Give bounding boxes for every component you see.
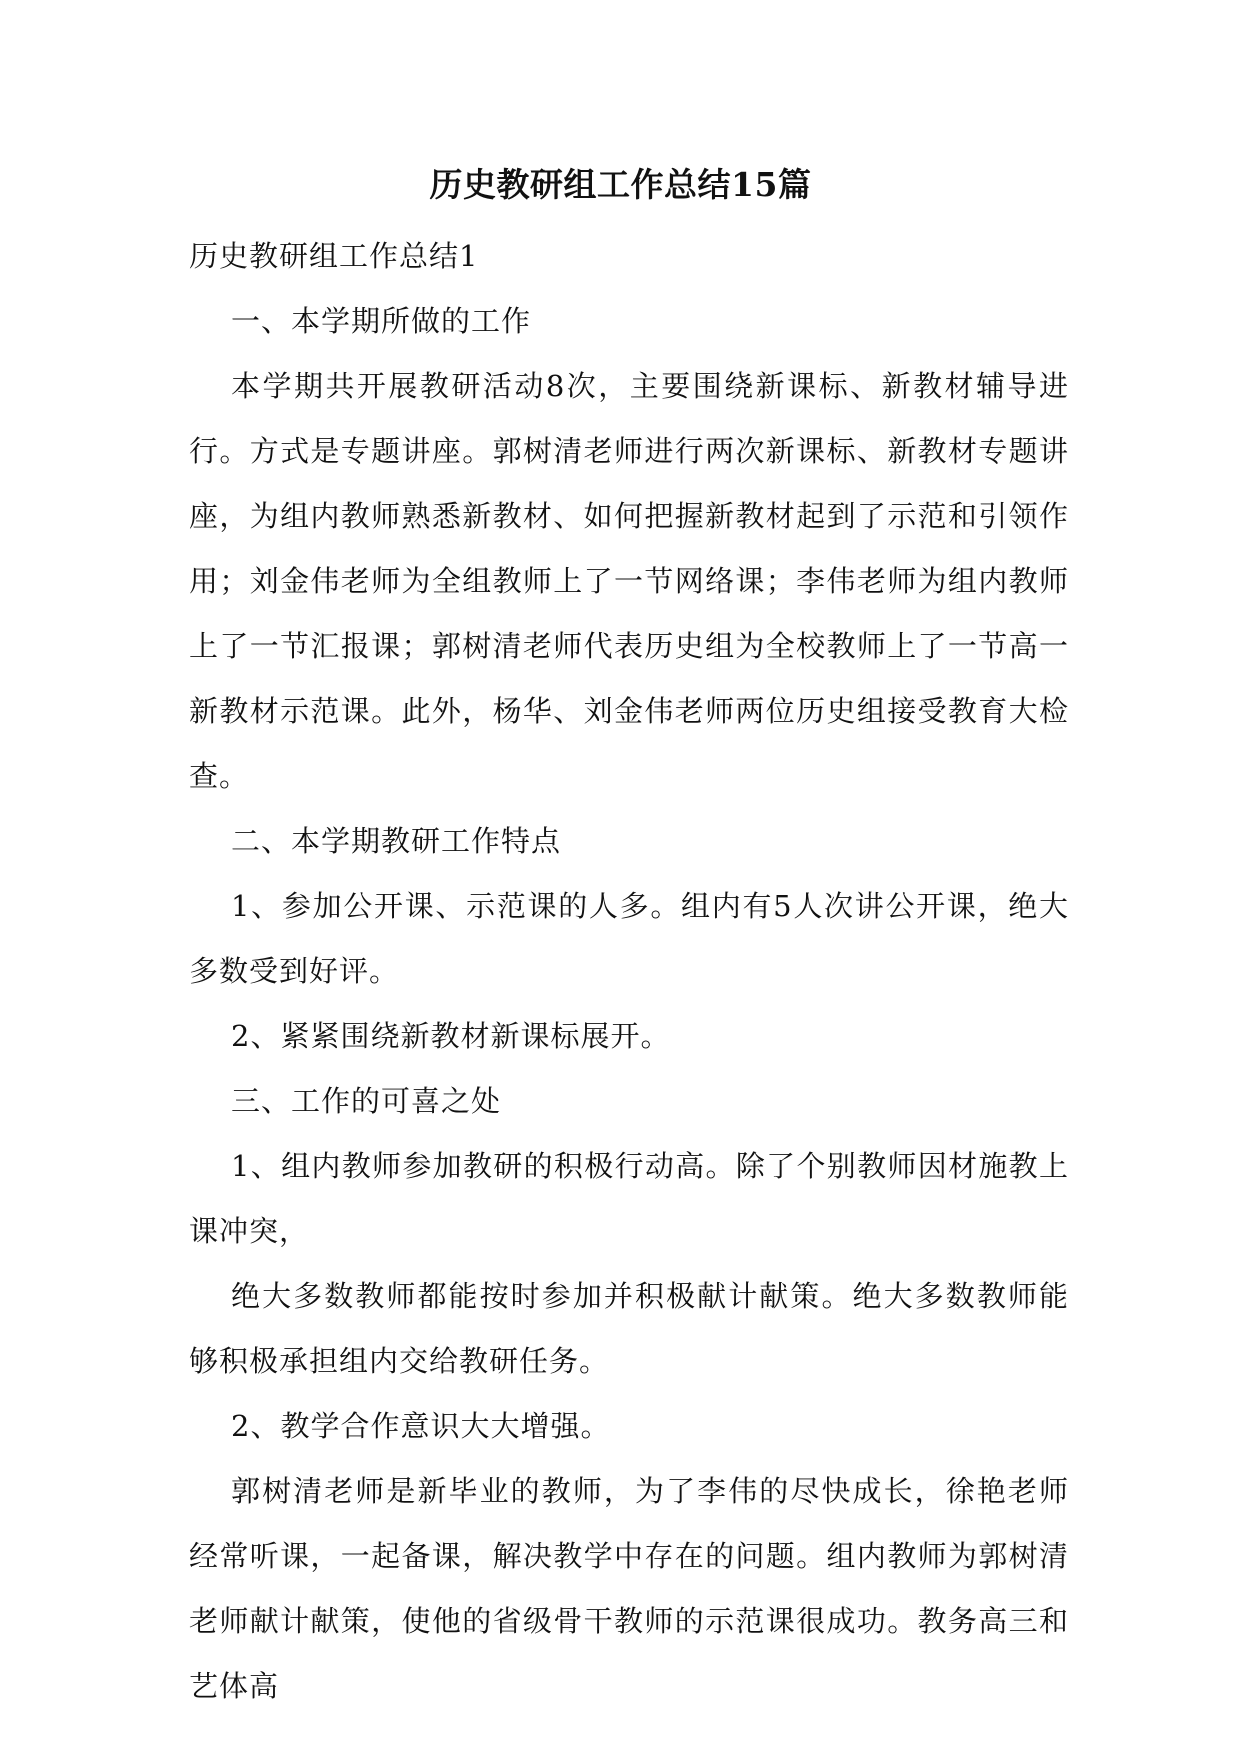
body-paragraph: 绝大多数教师都能按时参加并积极献计献策。绝大多数教师能够积极承担组内交给教研任务。 [189,1279,1069,1378]
subsection-heading: 一、本学期所做的工作 [231,304,532,338]
body-paragraph: 郭树清老师是新毕业的教师，为了李伟的尽快成长，徐艳老师经常听课，一起备课，解决教学中存在的问题。组内教师为郭树清老师献计献策，使他的省级骨干教师的示范课很成功。教务高三和艺体高 [189,1474,1069,1703]
body-paragraph: 1、参加公开课、示范课的人多。组内有5人次讲公开课，绝大多数受到好评。 [189,889,1069,988]
subsection-heading: 三、工作的可喜之处 [231,1084,502,1118]
body-paragraph: 本学期共开展教研活动8次，主要围绕新课标、新教材辅导进行。方式是专题讲座。郭树清老师进行两次新课标、新教材专题讲座，为组内教师熟悉新教材、如何把握新教材起到了示范和引领作用；刘金伟老师为全组教师上了一节网络课；李伟老师为组内教师上了一节汇报课；郭树清老师代表历史组为全校教师上了一节高一新教材示范课。此外，杨华、刘金伟老师两位历史组接受教育大检查。 [189,369,1069,793]
body-paragraph: 2、教学合作意识大大增强。 [231,1409,611,1443]
document-title: 历史教研组工作总结15篇 [429,165,812,204]
subsection-heading: 二、本学期教研工作特点 [231,824,562,858]
section-heading: 历史教研组工作总结1 [189,239,479,273]
body-paragraph: 2、紧紧围绕新教材新课标展开。 [231,1019,671,1053]
document-body [189,224,1069,1719]
body-paragraph: 1、组内教师参加教研的积极行动高。除了个别教师因材施教上课冲突， [189,1149,1069,1248]
